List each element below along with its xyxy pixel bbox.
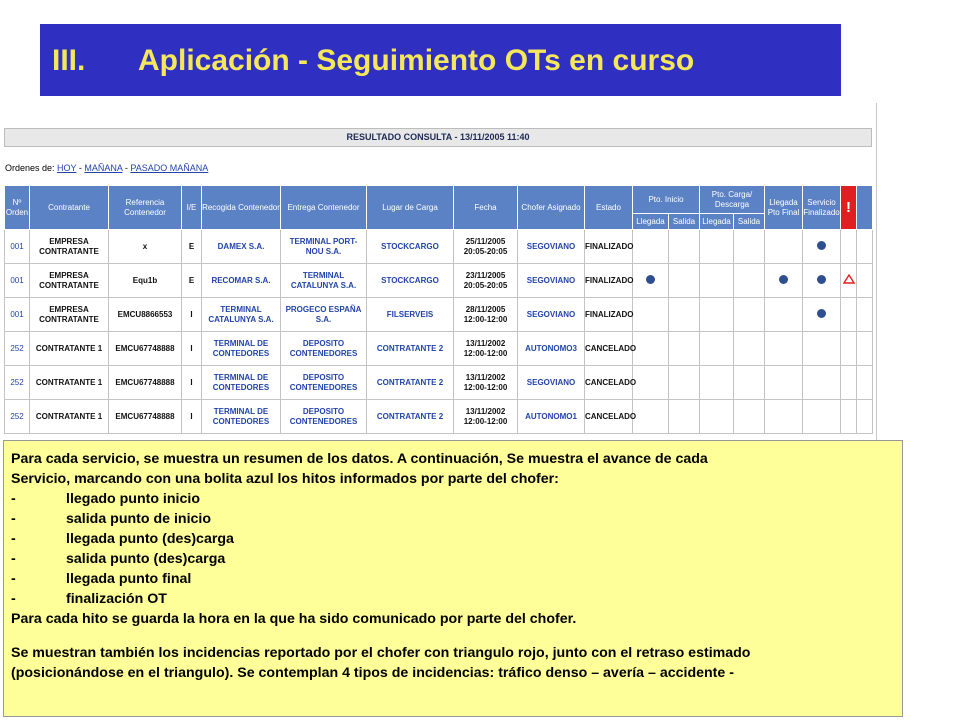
link-hoy[interactable]: HOY [57, 163, 77, 173]
cell-fecha: 28/11/2005 12:00-12:00 [454, 298, 518, 332]
milestone-dot [817, 241, 826, 250]
col-carga-salida: Salida [734, 214, 765, 230]
cell-servicio-finalizado [803, 366, 841, 400]
cell-inicio-llegada [633, 400, 669, 434]
col-lugar: Lugar de Carga [367, 186, 454, 230]
cell-carga-salida [734, 366, 765, 400]
link-pasado-manana[interactable]: PASADO MAÑANA [130, 163, 209, 173]
cell-estado: FINALIZADO [585, 298, 633, 332]
cell-fecha: 25/11/2005 20:05-20:05 [454, 230, 518, 264]
cell-carga-salida [734, 400, 765, 434]
note-bullet: - llegada punto (des)carga [11, 531, 234, 547]
table-row [5, 366, 873, 400]
cell-recogida[interactable]: TERMINAL DE CONTEDORES [202, 366, 281, 400]
col-inicio-llegada: Llegada [633, 214, 669, 230]
col-llegada-final: Llegada Pto Final [765, 186, 803, 230]
cell-ie: I [182, 366, 202, 400]
cell-inicio-salida [669, 332, 700, 366]
explanation-note [3, 440, 903, 717]
cell-recogida[interactable]: TERMINAL CATALUNYA S.A. [202, 298, 281, 332]
col-recogida: Recogida Contenedor [202, 186, 281, 230]
cell-orden[interactable]: 001 [5, 264, 30, 298]
cell-llegada-final [765, 400, 803, 434]
cell-contratante: CONTRATANTE 1 [30, 400, 109, 434]
note-spacer [11, 629, 902, 643]
cell-referencia: EMCU8866553 [109, 298, 182, 332]
cell-carga-llegada [700, 264, 734, 298]
cell-inicio-llegada [633, 298, 669, 332]
cell-referencia: EMCU67748888 [109, 366, 182, 400]
col-ie: I/E [182, 186, 202, 230]
cell-carga-llegada [700, 366, 734, 400]
cell-contratante: CONTRATANTE 1 [30, 332, 109, 366]
cell-lugar[interactable]: CONTRATANTE 2 [367, 332, 454, 366]
cell-ie: I [182, 400, 202, 434]
cell-lugar[interactable]: STOCKCARGO [367, 230, 454, 264]
note-incidencias-line-1: Se muestran también los incidencias reportado por el chofer con triangulo rojo, junto con el retraso estimado [11, 645, 751, 661]
cell-fecha: 23/11/2005 20:05-20:05 [454, 264, 518, 298]
cell-recogida[interactable]: TERMINAL DE CONTEDORES [202, 400, 281, 434]
cell-contratante: CONTRATANTE 1 [30, 366, 109, 400]
cell-inicio-salida [669, 298, 700, 332]
cell-llegada-final [765, 366, 803, 400]
col-estado: Estado [585, 186, 633, 230]
result-header: RESULTADO CONSULTA - 13/11/2005 11:40 [4, 128, 872, 147]
cell-ie: E [182, 230, 202, 264]
screenshot-edge [876, 103, 877, 443]
note-bullet: - salida punto (des)carga [11, 551, 226, 567]
cell-entrega[interactable]: DEPOSITO CONTENEDORES [281, 366, 367, 400]
cell-contratante: EMPRESA CONTRATANTE [30, 230, 109, 264]
cell-lugar[interactable]: CONTRATANTE 2 [367, 366, 454, 400]
cell-llegada-final [765, 332, 803, 366]
col-pto-carga: Pto. Carga/ Descarga [700, 186, 765, 214]
cell-estado: CANCELADO [585, 366, 633, 400]
col-contratante: Contratante [30, 186, 109, 230]
table-row [5, 264, 873, 298]
cell-lugar[interactable]: CONTRATANTE 2 [367, 400, 454, 434]
cell-servicio-finalizado [803, 400, 841, 434]
cell-extra [857, 264, 873, 298]
cell-incidencia [841, 366, 857, 400]
cell-lugar[interactable]: STOCKCARGO [367, 264, 454, 298]
cell-carga-llegada [700, 332, 734, 366]
table-row [5, 400, 873, 434]
cell-llegada-final [765, 298, 803, 332]
note-bullet: - llegado punto inicio [11, 491, 200, 507]
cell-carga-llegada [700, 298, 734, 332]
cell-carga-salida [734, 298, 765, 332]
note-bullet: - llegada punto final [11, 571, 192, 587]
col-carga-llegada: Llegada [700, 214, 734, 230]
col-extra [857, 186, 873, 230]
warning-triangle-icon[interactable] [843, 274, 855, 284]
cell-fecha: 13/11/2002 12:00-12:00 [454, 366, 518, 400]
cell-carga-salida [734, 230, 765, 264]
milestone-dot [817, 275, 826, 284]
col-servicio-finalizado: Servicio Finalizado [803, 186, 841, 230]
cell-incidencia [841, 332, 857, 366]
cell-inicio-salida [669, 366, 700, 400]
cell-chofer[interactable]: AUTONOMO3 [518, 332, 585, 366]
cell-servicio-finalizado [803, 264, 841, 298]
col-orden: Nº Orden [5, 186, 30, 230]
milestone-dot [817, 309, 826, 318]
cell-extra [857, 332, 873, 366]
cell-inicio-llegada [633, 264, 669, 298]
table-row [5, 298, 873, 332]
col-entrega: Entrega Contenedor [281, 186, 367, 230]
cell-referencia: Equ1b [109, 264, 182, 298]
cell-extra [857, 298, 873, 332]
milestone-dot [779, 275, 788, 284]
cell-inicio-salida [669, 264, 700, 298]
cell-carga-salida [734, 264, 765, 298]
cell-recogida[interactable]: RECOMAR S.A. [202, 264, 281, 298]
cell-incidencia [841, 400, 857, 434]
col-referencia: Referencia Contenedor [109, 186, 182, 230]
note-incidencias-line-2: (posicionándose en el triangulo). Se contemplan 4 tipos de incidencias: tráfico denso – avería – accidente - [11, 665, 734, 681]
cell-orden[interactable]: 001 [5, 230, 30, 264]
cell-servicio-finalizado [803, 230, 841, 264]
cell-estado: FINALIZADO [585, 264, 633, 298]
page-title: Aplicación - Seguimiento OTs en curso [138, 44, 695, 77]
milestone-dot [646, 275, 655, 284]
cell-inicio-llegada [633, 332, 669, 366]
cell-ie: E [182, 264, 202, 298]
cell-inicio-llegada [633, 366, 669, 400]
cell-extra [857, 230, 873, 264]
col-chofer: Chofer Asignado [518, 186, 585, 230]
col-inicio-salida: Salida [669, 214, 700, 230]
cell-estado: FINALIZADO [585, 230, 633, 264]
cell-inicio-llegada [633, 230, 669, 264]
note-bullet: - salida punto de inicio [11, 511, 212, 527]
orders-filter [5, 163, 208, 173]
cell-carga-llegada [700, 230, 734, 264]
link-separator: - [122, 163, 131, 173]
note-intro-line-1: Para cada servicio, se muestra un resumen de los datos. A continuación, Se muestra el avance de cada [11, 451, 708, 467]
cell-carga-salida [734, 332, 765, 366]
cell-contratante: EMPRESA CONTRATANTE [30, 298, 109, 332]
cell-entrega[interactable]: DEPOSITO CONTENEDORES [281, 332, 367, 366]
cell-referencia: x [109, 230, 182, 264]
cell-recogida[interactable]: DAMEX S.A. [202, 230, 281, 264]
table-row [5, 332, 873, 366]
col-pto-inicio: Pto. Inicio [633, 186, 700, 214]
cell-llegada-final [765, 230, 803, 264]
cell-orden[interactable]: 252 [5, 366, 30, 400]
cell-estado: CANCELADO [585, 332, 633, 366]
link-manana[interactable]: MAÑANA [84, 163, 123, 173]
table-row [5, 230, 873, 264]
cell-incidencia [841, 298, 857, 332]
cell-chofer[interactable]: AUTONOMO1 [518, 400, 585, 434]
cell-chofer[interactable]: SEGOVIANO [518, 230, 585, 264]
cell-contratante: EMPRESA CONTRATANTE [30, 264, 109, 298]
cell-chofer[interactable]: SEGOVIANO [518, 264, 585, 298]
cell-chofer[interactable]: SEGOVIANO [518, 298, 585, 332]
cell-entrega[interactable]: PROGECO ESPAÑA S.A. [281, 298, 367, 332]
cell-incidencia [841, 230, 857, 264]
orders-table [4, 185, 873, 434]
cell-extra [857, 366, 873, 400]
cell-ie: I [182, 298, 202, 332]
cell-estado: CANCELADO [585, 400, 633, 434]
cell-orden[interactable]: 252 [5, 332, 30, 366]
cell-chofer[interactable]: SEGOVIANO [518, 366, 585, 400]
cell-entrega[interactable]: TERMINAL CATALUNYA S.A. [281, 264, 367, 298]
cell-llegada-final [765, 264, 803, 298]
cell-referencia: EMCU67748888 [109, 400, 182, 434]
cell-inicio-salida [669, 400, 700, 434]
section-number: III. [52, 44, 86, 77]
cell-entrega[interactable]: DEPOSITO CONTENEDORES [281, 400, 367, 434]
cell-lugar[interactable]: FILSERVEIS [367, 298, 454, 332]
cell-fecha: 13/11/2002 12:00-12:00 [454, 332, 518, 366]
cell-servicio-finalizado [803, 298, 841, 332]
cell-orden[interactable]: 001 [5, 298, 30, 332]
cell-orden[interactable]: 252 [5, 400, 30, 434]
orders-filter-label: Ordenes de: [5, 163, 55, 173]
cell-recogida[interactable]: TERMINAL DE CONTEDORES [202, 332, 281, 366]
note-hora-line: Para cada hito se guarda la hora en la que ha sido comunicado por parte del chofer. [11, 611, 577, 627]
title-banner [40, 24, 841, 96]
link-separator: - [76, 163, 85, 173]
cell-fecha: 13/11/2002 12:00-12:00 [454, 400, 518, 434]
col-incidencia-alert: ! [841, 186, 857, 230]
cell-referencia: EMCU67748888 [109, 332, 182, 366]
cell-inicio-salida [669, 230, 700, 264]
cell-entrega[interactable]: TERMINAL PORT-NOU S.A. [281, 230, 367, 264]
cell-extra [857, 400, 873, 434]
col-fecha: Fecha [454, 186, 518, 230]
cell-servicio-finalizado [803, 332, 841, 366]
cell-ie: I [182, 332, 202, 366]
cell-carga-llegada [700, 400, 734, 434]
note-intro-line-2: Servicio, marcando con una bolita azul los hitos informados por parte del chofer: [11, 471, 559, 487]
cell-incidencia [841, 264, 857, 298]
note-bullet: - finalización OT [11, 591, 167, 607]
